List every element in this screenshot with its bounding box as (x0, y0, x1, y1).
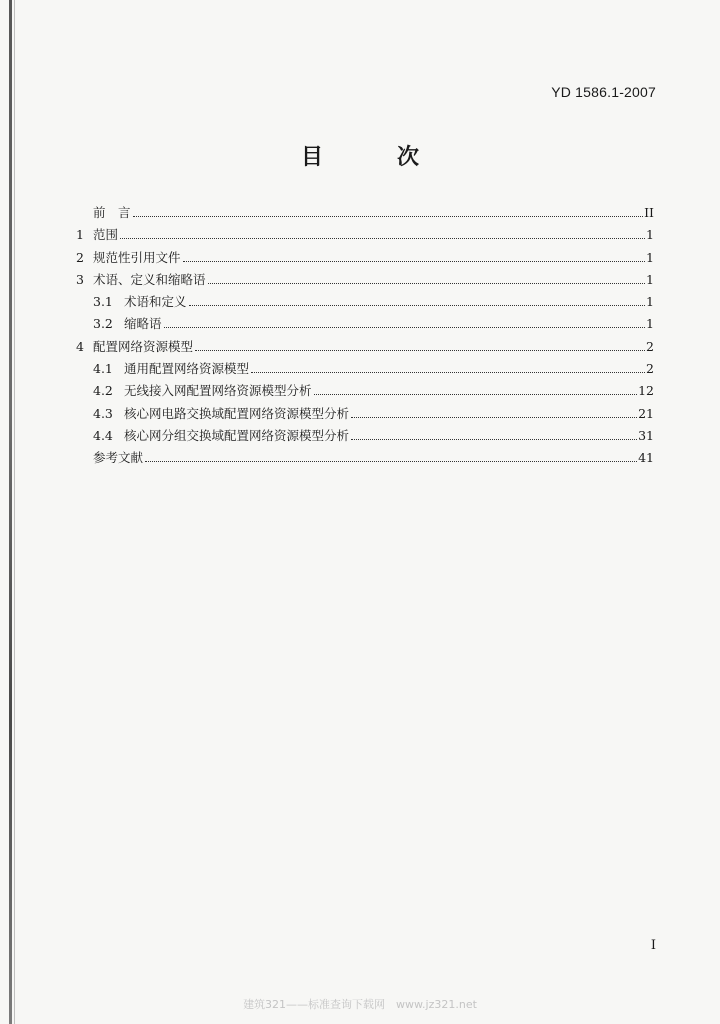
toc-entry-label: 范围 (93, 227, 119, 243)
toc-entry-label: 术语和定义 (124, 294, 187, 310)
toc-entry-number: 4.2 (93, 383, 113, 399)
toc-entry-leader (195, 350, 645, 351)
table-of-contents (76, 202, 654, 470)
toc-entry-page: 31 (638, 427, 654, 443)
toc-entry-number: 2 (76, 249, 84, 265)
toc-entry-label: 参考文献 (93, 450, 144, 466)
toc-entry-label: 规范性引用文件 (93, 249, 181, 265)
toc-entry (76, 425, 654, 447)
toc-entry-leader (314, 394, 638, 395)
toc-entry-page: 1 (646, 316, 654, 332)
toc-entry-page: 1 (646, 294, 654, 310)
standard-code: YD 1586.1-2007 (551, 84, 656, 100)
toc-entry-label: 前 言 (93, 205, 131, 220)
toc-entry-page: 2 (646, 361, 654, 377)
toc-entry-number: 3.1 (93, 294, 113, 310)
toc-entry-leader (145, 461, 637, 462)
toc-entry-leader (351, 439, 637, 440)
toc-entry-leader (351, 417, 637, 418)
toc-entry-leader (251, 372, 645, 373)
toc-entry-leader (164, 327, 646, 328)
toc-entry-leader (183, 261, 646, 262)
toc-entry-label: 通用配置网络资源模型 (124, 361, 250, 377)
toc-entry-page: II (644, 205, 654, 220)
toc-entry-label: 核心网电路交换域配置网络资源模型分析 (124, 405, 350, 421)
toc-entry (76, 403, 654, 425)
toc-entry-page: 1 (646, 271, 654, 287)
toc-entry-page: 12 (638, 383, 654, 399)
toc-entry-number: 3.2 (93, 316, 113, 332)
toc-entry-number: 3 (76, 271, 84, 287)
toc-entry-page: 2 (646, 338, 654, 354)
toc-entry (76, 358, 654, 380)
toc-entry-label: 无线接入网配置网络资源模型分析 (124, 383, 312, 399)
footer-watermark: 建筑321——标准查询下载网 www.jz321.net (243, 998, 477, 1011)
toc-entry-number: 1 (76, 227, 84, 243)
toc-entry-label: 核心网分组交换域配置网络资源模型分析 (124, 427, 350, 443)
toc-entry-number: 4.1 (93, 361, 113, 377)
toc-entry (76, 224, 654, 246)
toc-entry-leader (120, 238, 645, 239)
toc-entry (76, 291, 654, 313)
toc-entry-leader (189, 305, 646, 306)
toc-entry-label: 缩略语 (124, 316, 162, 332)
toc-entry (76, 247, 654, 269)
toc-entry (76, 380, 654, 402)
toc-entry (76, 313, 654, 335)
toc-entry-page: 41 (638, 450, 654, 466)
toc-entry-page: 1 (646, 249, 654, 265)
toc-entry-page: 1 (646, 227, 654, 243)
toc-entry-leader (133, 216, 644, 217)
toc-entry (76, 202, 654, 224)
toc-entry (76, 336, 654, 358)
toc-entry-page: 21 (638, 405, 654, 421)
toc-entry-leader (208, 283, 646, 284)
toc-entry-label: 配置网络资源模型 (93, 338, 194, 354)
toc-entry-number: 4.3 (93, 405, 113, 421)
toc-entry (76, 447, 654, 469)
toc-entry (76, 269, 654, 291)
toc-entry-label: 术语、定义和缩略语 (93, 271, 206, 287)
toc-entry-number: 4 (76, 338, 84, 354)
page-number: I (650, 938, 656, 953)
toc-entry-number: 4.4 (93, 427, 113, 443)
page-title: 目 次 (300, 145, 445, 170)
